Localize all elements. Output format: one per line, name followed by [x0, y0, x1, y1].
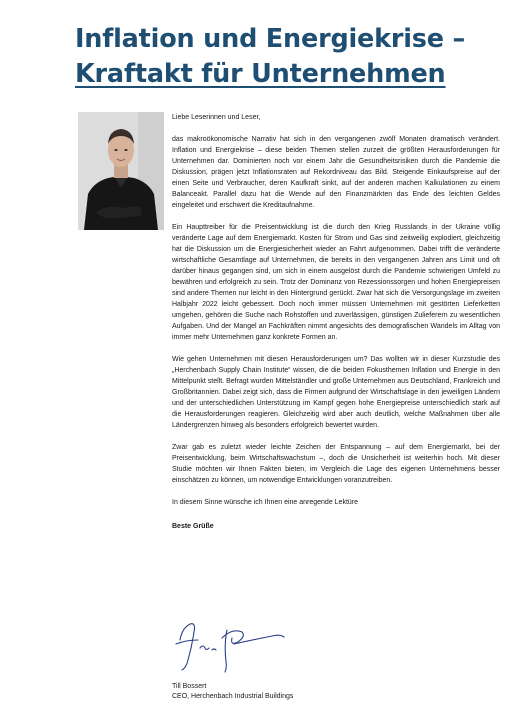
letter-paragraph-3: Wie gehen Unternehmen mit diesen Herausforderungen um? Das wollten wir in dieser Kurzstudie des „Herchenbach Supply Chain Institute“ wissen, die die beiden Fokusthemen Inflation und Energie in den Mittelpunkt stellt. Befragt wurden Mittelständler und große Unternehmen aus Deutschland, Frankreich und Großbritannien. Dabei zeigt sich, dass die Firmen aufgrund der Wirtschaftslage in den jeweiligen Ländern und der unterschiedlichen Unterstützung im Kampf gegen hohe Energiepreise unterschiedlich stark auf die Herausforderungen reagieren. Gleichzeitig wird aber auch deutlich, welche Maßnahmen über alle Ländergrenzen hinweg als besonders erfolgreich bewertet wurden.	[172, 356, 501, 429]
editorial-letter	[172, 112, 500, 532]
letter-paragraph-1: das makroökonomische Narrativ hat sich in den vergangenen zwölf Monaten dramatisch verändert. Inflation und Energiekrise – diese beiden Themen stellen zurzeit die größten Herausforderungen für Unternehmen dar. Dominierten noch vor einem Jahr die Gesundheitsrisiken durch die Pandemie die Diskussion, prägen jetzt Inflationsraten auf Rekordniveau das Bild. Steigende Einkaufspreise auf der einen Seite und Verbraucher, deren Kaufkraft sinkt, auf der anderen machen Kalkulationen zu einem Balanceakt. Parallel dazu hat die Wende auf den Finanzmärkten das Ende des leichten Geldes eingeleitet und erschwert die Kreditaufnahme.	[172, 136, 500, 209]
letter-salutation: Liebe Leserinnen und Leser,	[172, 114, 261, 121]
title-line-2: Kraftakt für Unternehmen	[75, 59, 446, 89]
signature-image	[172, 610, 292, 675]
letter-paragraph-4: Zwar gab es zuletzt wieder leichte Zeichen der Entspannung – auf dem Energiemarkt, bei der Preisentwicklung, beim Wirtschaftswachstum –, doch die Unsicherheit ist weiterhin hoch. Mit dieser Studie möchten wir Ihnen Fakten bieten, im Vergleich die Lage des eigenen Unternehmens besser einschätzen zu können, um notwendige Entwicklungen voranzutreiben.	[172, 444, 500, 484]
letter-paragraph-2: Ein Haupttreiber für die Preisentwicklung ist die durch den Krieg Russlands in der Ukraine völlig veränderte Lage auf dem Energiemarkt. Kosten für Strom und Gas sind zeitweilig explodiert, gleichzeitig hat die Diskussion um die Energiesicherheit wieder an Fahrt aufgenommen. Dabei trifft die veränderte wirtschaftliche Gesamtlage auf Unternehmen, die bereits in den vergangenen Jahren ans Limit und oft darüber hinaus gegangen sind, um sich in einem ausgelöst durch die Pandemie schwierigen Umfeld zu bewähren und erfolgreich zu sein. Trotz der Dominanz von Rezessionssorgen und hohen Energiepreisen sind andere Themen nur leicht in den Hintergrund gerückt. Zwar hat sich die Versorgungslage im zweiten Halbjahr 2022 leicht gebessert. Doch noch immer müssen Unternehmen mit gestörten Lieferketten umgehen, gehören die Suche nach Rohstoffen und zuverlässigen, günstigen Zulieferern zu wesentlichen Aufgaben. Und der Mangel an Fachkräften nimmt angesichts des demografischen Wandels im Alltag von immer mehr Unternehmen ganz konkrete Formen an.	[172, 224, 500, 341]
signer-name: Till Bossert	[172, 683, 207, 690]
author-portrait	[78, 112, 164, 230]
signer-role: CEO, Herchenbach Industrial Buildings	[172, 693, 294, 700]
handwritten-signature	[172, 610, 292, 675]
page-title	[75, 22, 505, 92]
portrait-image	[78, 112, 164, 230]
letter-closing: In diesem Sinne wünsche ich Ihnen eine anregende Lektüre	[172, 499, 359, 506]
signer-block	[172, 682, 293, 702]
title-line-1: Inflation und Energiekrise –	[75, 24, 466, 54]
letter-greeting: Beste Grüße	[172, 523, 214, 530]
